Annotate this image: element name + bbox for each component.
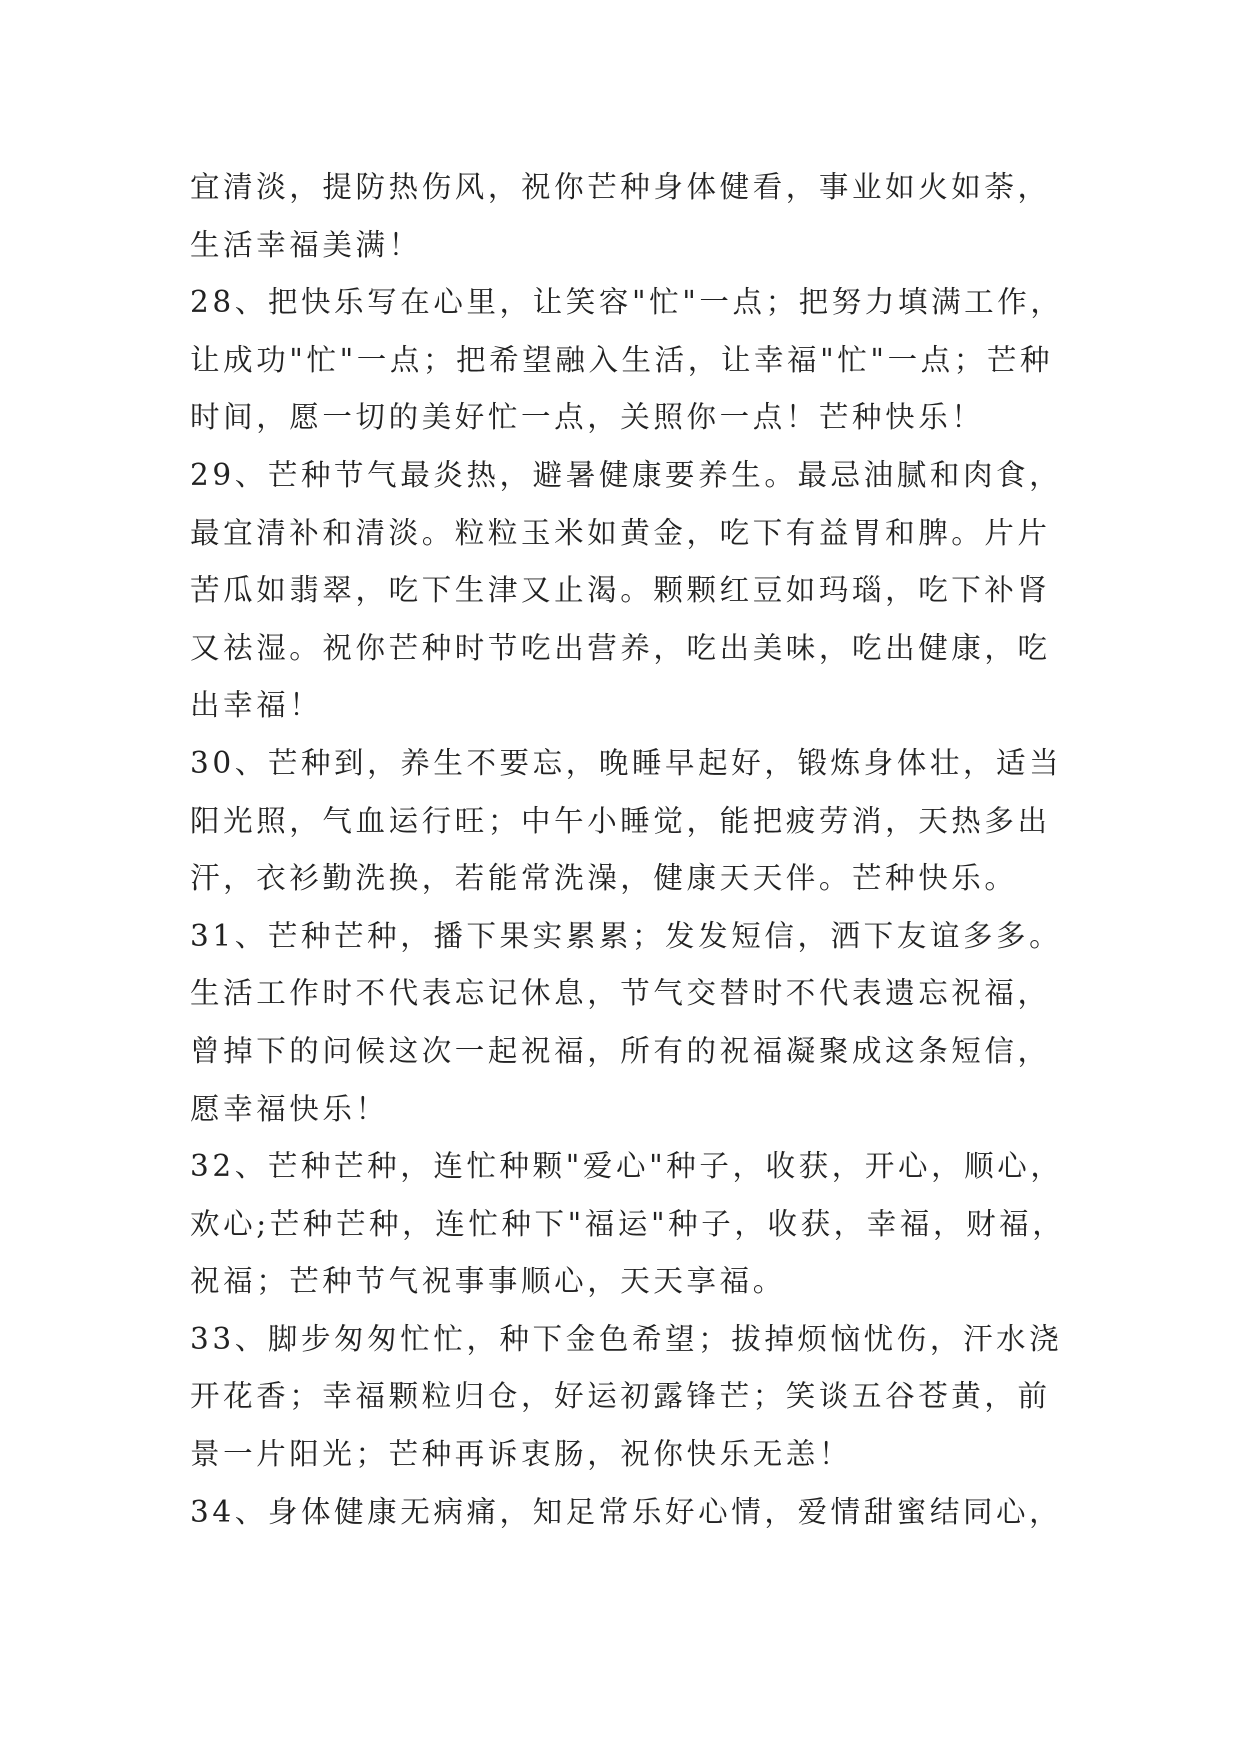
- text-line: 祝福；芒种节气祝事事顺心，天天享福。: [190, 1264, 786, 1299]
- text-line: 曾掉下的问候这次一起祝福，所有的祝福凝聚成这条短信，: [190, 1033, 1051, 1068]
- text-line: 苦瓜如翡翠，吃下生津又止渴。颗颗红豆如玛瑙，吃下补肾: [190, 573, 1051, 608]
- text-line: 景一片阳光；芒种再诉衷肠，祝你快乐无恙！: [190, 1437, 853, 1472]
- text-line: 29、芒种节气最炎热，避暑健康要养生。最忌油腻和肉食，: [190, 457, 1063, 492]
- text-line: 生活幸福美满！: [190, 227, 422, 262]
- text-line: 愿幸福快乐！: [190, 1091, 389, 1126]
- text-line: 33、脚步匆匆忙忙，种下金色希望；拔掉烦恼忧伤，汗水浇: [190, 1321, 1063, 1356]
- text-line: 欢心;芒种芒种，连忙种下"福运"种子，收获，幸福，财福，: [190, 1206, 1066, 1241]
- text-line: 汗，衣衫勤洗换，若能常洗澡，健康天天伴。芒种快乐。: [190, 861, 1018, 896]
- text-line: 阳光照，气血运行旺；中午小睡觉，能把疲劳消，天热多出: [190, 803, 1051, 838]
- text-line: 32、芒种芒种，连忙种颗"爱心"种子，收获，开心，顺心，: [190, 1149, 1064, 1184]
- text-line: 28、把快乐写在心里，让笑容"忙"一点；把努力填满工作，: [190, 285, 1064, 320]
- text-line: 生活工作时不代表忘记休息，节气交替时不代表遗忘祝福，: [190, 976, 1051, 1011]
- text-line: 34、身体健康无病痛，知足常乐好心情，爱情甜蜜结同心，: [190, 1494, 1063, 1529]
- text-line: 开花香；幸福颗粒归仓，好运初露锋芒；笑谈五谷苍黄，前: [190, 1379, 1051, 1414]
- text-line: 又祛湿。祝你芒种时节吃出营养，吃出美味，吃出健康，吃: [190, 630, 1051, 665]
- document-body: [190, 159, 1070, 1541]
- text-line: 31、芒种芒种，播下果实累累；发发短信，洒下友谊多多。: [190, 918, 1063, 953]
- text-line: 出幸福！: [190, 688, 323, 723]
- text-line: 最宜清补和清淡。粒粒玉米如黄金，吃下有益胃和脾。片片: [190, 515, 1051, 550]
- text-line: 让成功"忙"一点；把希望融入生活，让幸福"忙"一点；芒种: [190, 342, 1054, 377]
- text-line: 宜清淡，提防热伤风，祝你芒种身体健看，事业如火如荼，: [190, 170, 1051, 204]
- text-line: 30、芒种到，养生不要忘，晚睡早起好，锻炼身体壮，适当: [190, 745, 1063, 780]
- text-line: 时间，愿一切的美好忙一点，关照你一点！芒种快乐！: [190, 400, 985, 435]
